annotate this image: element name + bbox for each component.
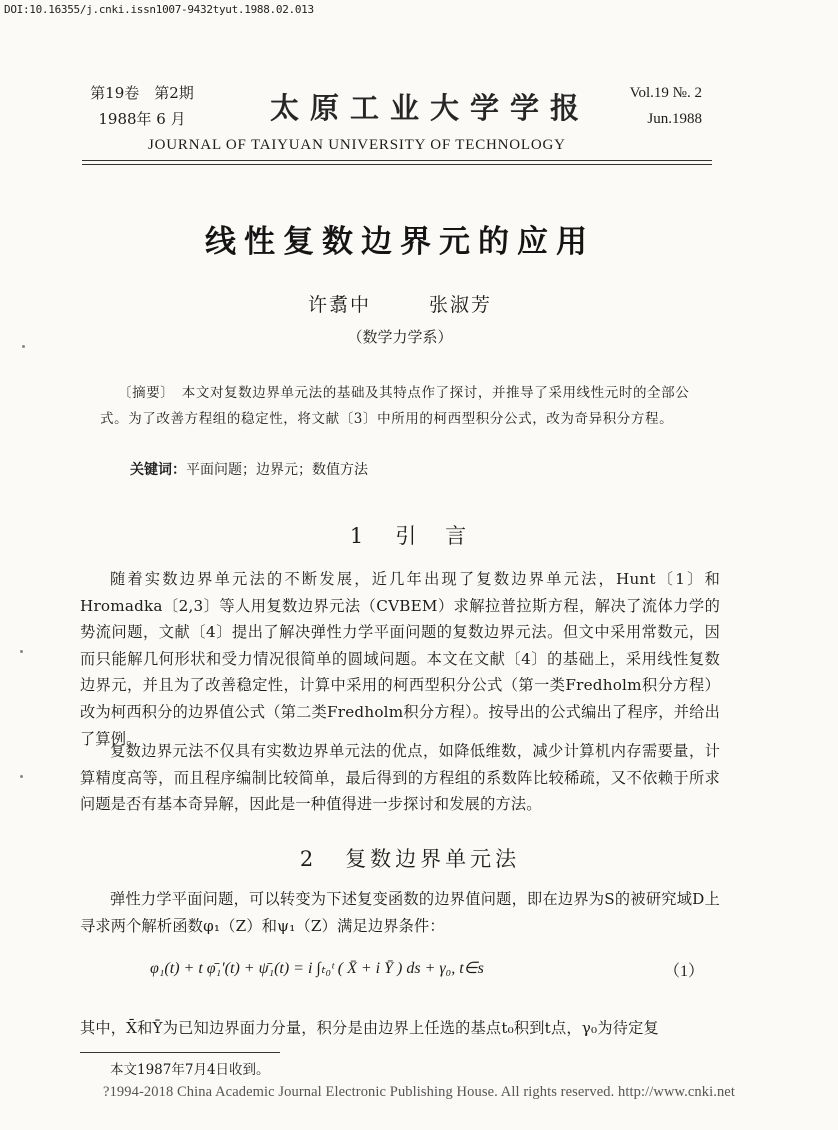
issue-info-cn [82, 80, 202, 132]
paragraph-intro-2: 复数边界元法不仅具有实数边界单元法的优点，如降低维数，减少计算机内存需要量，计算精度高等，而且程序编制比较简单，最后得到的方程组的系数阵比较稀疏，又不依赖于所求问题是否有基本奇异解，因此是一种值得进一步探讨和发展的方法。 [80, 742, 720, 814]
scan-speck [20, 775, 23, 778]
date-cn: 1988年 6 月 [98, 110, 186, 128]
equation-1: φ₁(t) + t φ̄₁′(t) + ψ̄₁(t) = i ∫ₜ₀ᵗ ( X̄ + i Ȳ ) ds + γ₀, t∈s [150, 960, 484, 977]
paragraph-intro-1: 随着实数边界单元法的不断发展，近几年出现了复数边界单元法，Hunt〔1〕和Hromadka〔2,3〕等人用复数边界元法（CVBEM）求解拉普拉斯方程，解决了流体力学的势流问题，文献〔4〕提出了解决弹性力学平面问题的复数边界元法。但文中采用常数元，因而只能解几何形状和受力情况很简单的圆域问题。本文在文献〔4〕的基础上，采用线性复数边界元，并且为了改善稳定性，计算中采用的柯西型积分公式（第一类Fredholm积分方程）改为柯西积分的边界值公式（第二类Fredholm积分方程）。按导出的公式编出了程序，并给出了算例。 [80, 570, 720, 748]
section-heading-1 [0, 520, 820, 550]
header-rule-bottom [82, 164, 712, 165]
issue-info-en [630, 80, 702, 132]
section-heading-2 [0, 843, 820, 873]
volume-cn: 第19卷 第2期 [90, 84, 194, 102]
doi-line: DOI:10.16355/j.cnki.issn1007-9432tyut.1988.02.013 [4, 3, 314, 16]
copyright-line: ?1994-2018 China Academic Journal Electronic Publishing House. All rights reserved. http://www.cnki.net [103, 1084, 735, 1100]
author-2: 张淑芳 [429, 294, 493, 316]
keywords [130, 459, 368, 479]
journal-title-en: JOURNAL OF TAIYUAN UNIVERSITY OF TECHNOLOGY [148, 137, 566, 153]
paragraph-after-eq: 其中，X̄和Ȳ为已知边界面力分量，积分是由边界上任选的基点t₀积到t点，γ₀为待定复 [80, 1019, 659, 1037]
paragraph-sec2: 弹性力学平面问题，可以转变为下述复变函数的边界值问题，即在边界为S的被研究域D上寻求两个解析函数φ₁（Z）和ψ₁（Z）满足边界条件： [80, 890, 720, 935]
department: （数学力学系） [347, 328, 453, 346]
equation-number-1: （1） [664, 963, 705, 980]
section-title-1: 引 言 [395, 524, 471, 548]
keywords-label: 关键词： [130, 462, 186, 478]
scan-speck [20, 650, 23, 653]
footnote: 本文1987年7月4日收到。 [110, 1062, 270, 1078]
date-en: Jun.1988 [647, 111, 702, 127]
header-rule-top [82, 160, 712, 161]
author-1: 许翥中 [307, 294, 371, 316]
scan-speck [22, 345, 25, 348]
footnote-rule [80, 1052, 280, 1053]
volume-en: Vol.19 №. 2 [629, 85, 702, 101]
section-title-2: 复数边界单元法 [345, 847, 521, 871]
section-number-2: 2 [299, 847, 318, 871]
section-number-1: 1 [349, 524, 368, 548]
author-list [0, 290, 800, 317]
journal-title-cn: 太原工业大学学报 [270, 91, 591, 125]
keywords-text: 平面问题；边界元；数值方法 [186, 462, 368, 478]
article-title: 线性复数边界元的应用 [205, 224, 595, 260]
abstract: 〔摘要〕 本文对复数边界单元法的基础及其特点作了探讨，并推导了采用线性元时的全部公式。为了改善方程组的稳定性，将文献〔3〕中所用的柯西型积分公式，改为奇异积分方程。 [100, 385, 690, 427]
